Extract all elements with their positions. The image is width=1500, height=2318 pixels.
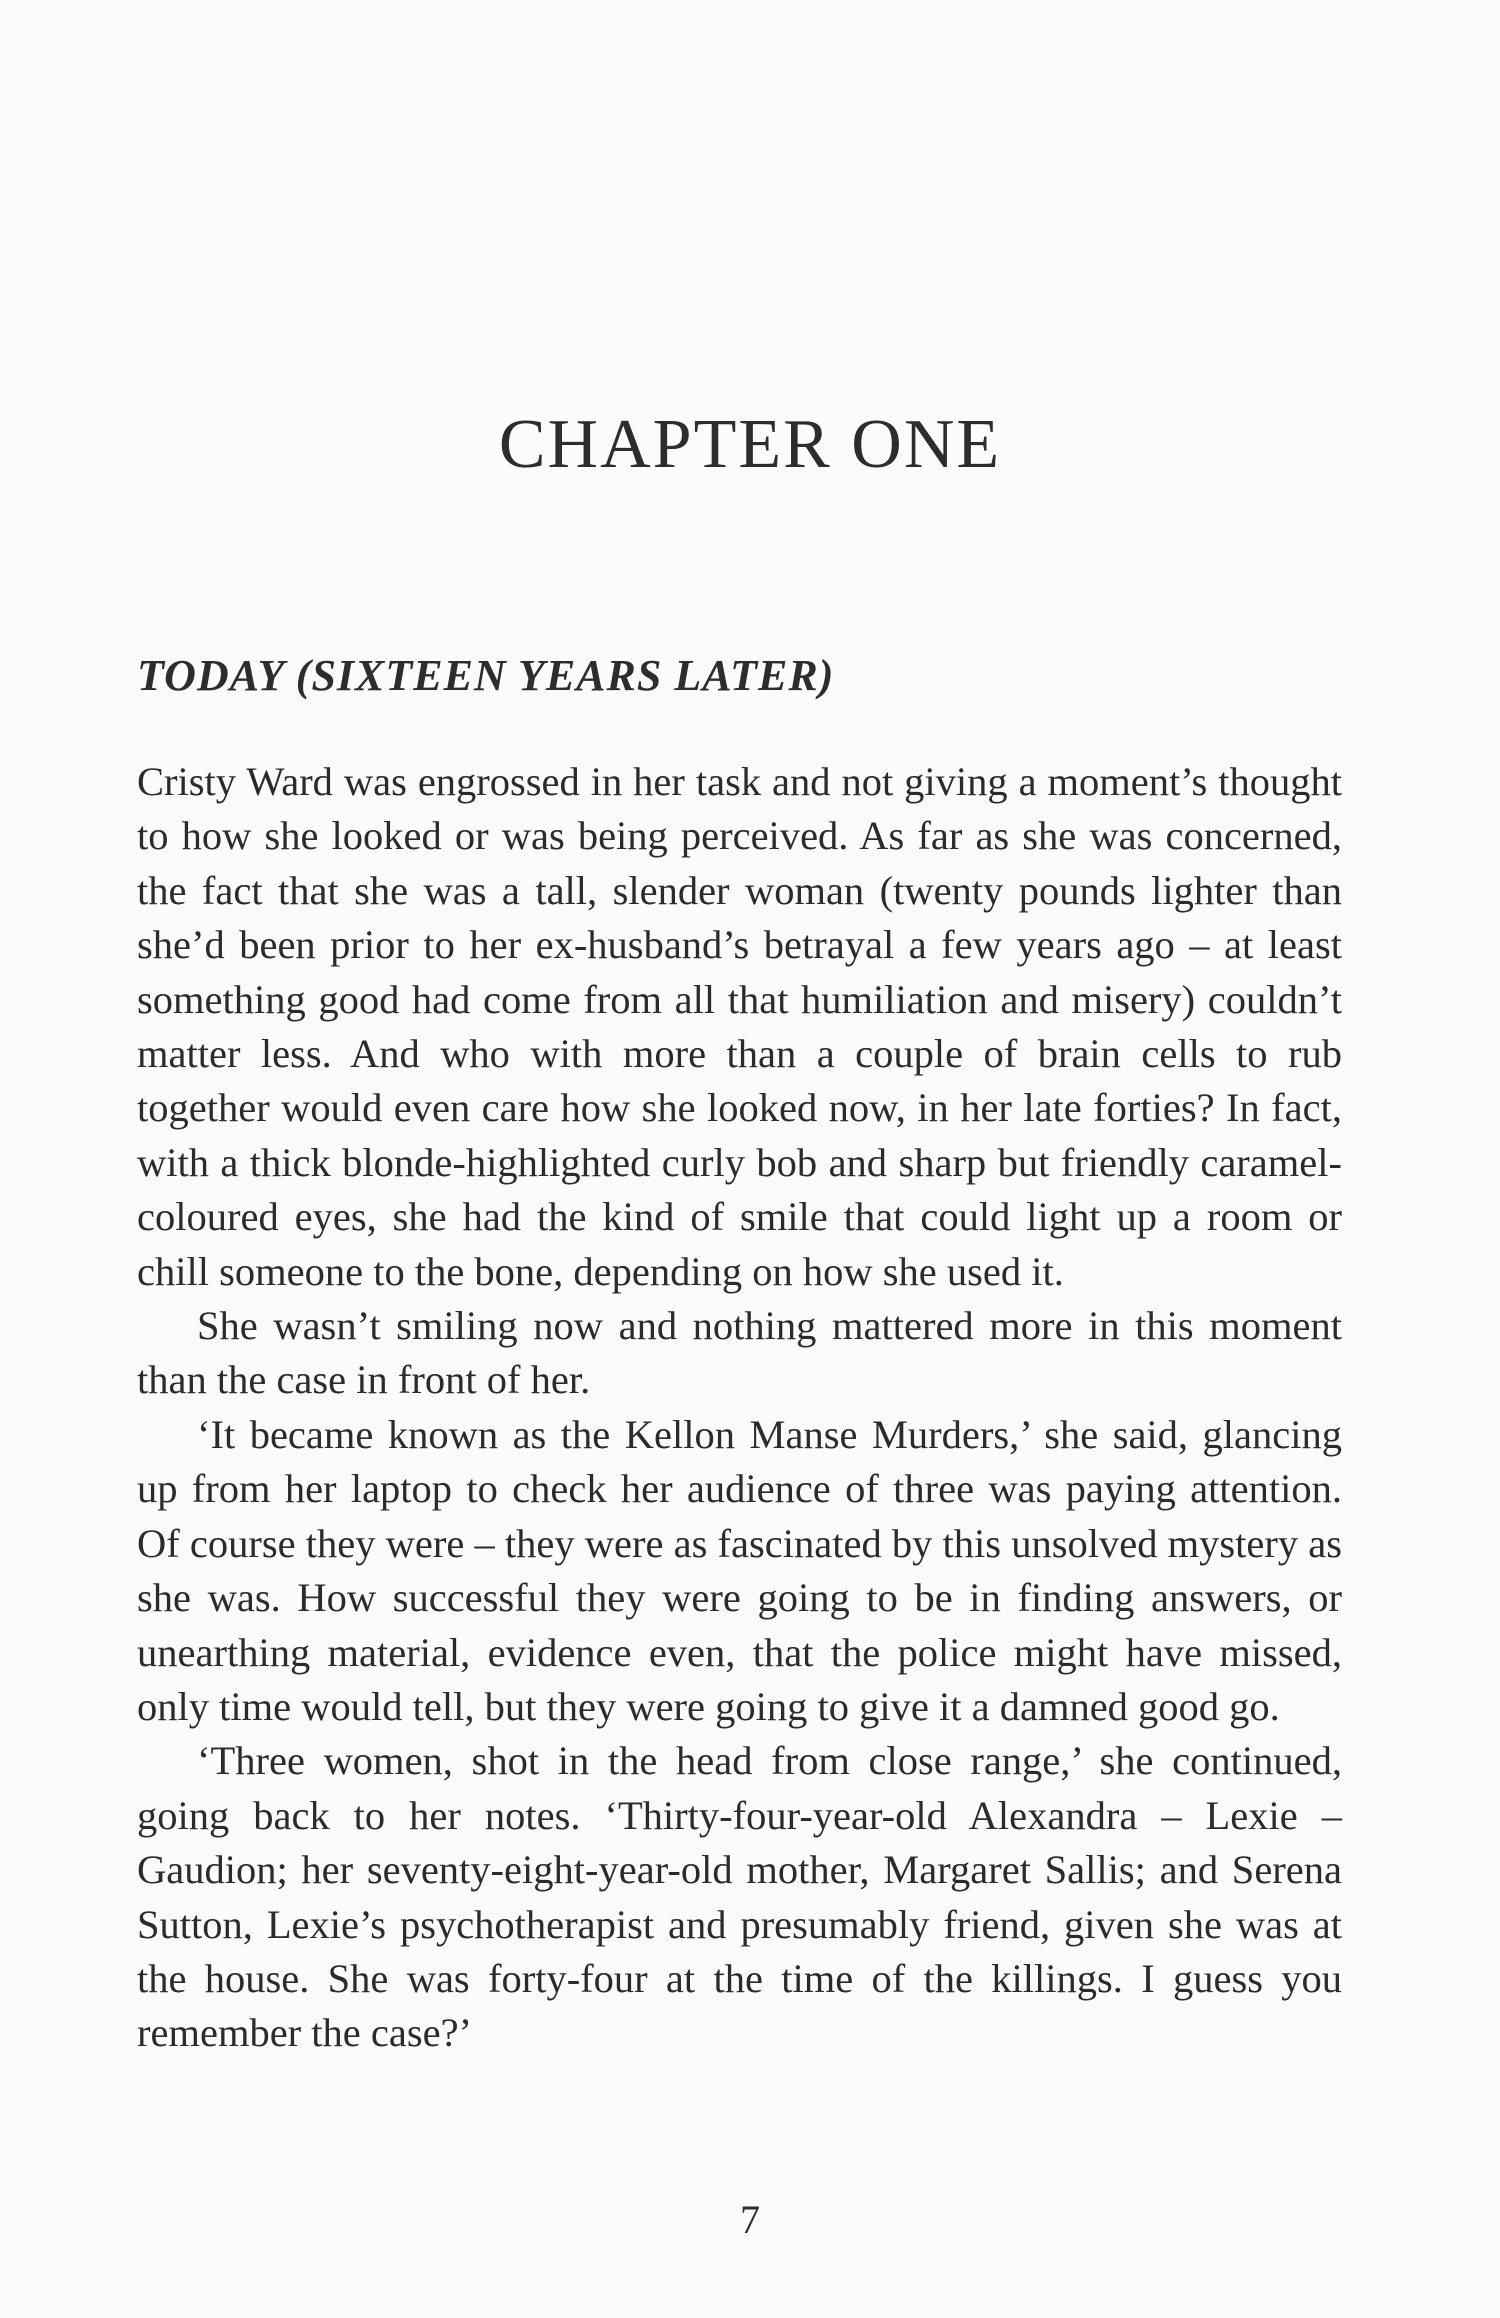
- chapter-title: CHAPTER ONE: [498, 406, 1002, 483]
- page-number: 7: [740, 2197, 760, 2242]
- section-heading: TODAY (SIXTEEN YEARS LATER): [137, 651, 835, 700]
- paragraph: ‘It became known as the Kellon Manse Murders,’ she said, glancing up from her laptop to check her audience of three was paying attention. Of course they were – they were as fascinated by this unsolved mystery as she was. How successful they were going to be in finding answers, or unearthing material, evidence even, that the police might have missed, only time would tell, but they were going to give it a damned good go.: [137, 1411, 1342, 1729]
- paragraph: ‘Three women, shot in the head from close range,’ she continued, going back to her notes. ‘Thirty-four-year-old Alexandra – Lexie – Gaudion; her seventy-eight-year-old mother, Margaret Sallis; and Serena Sutton, Lexie’s psychotherapist and presumably friend, given she was at the house. She was forty-four at the time of the killings. I guess you remember the case?’: [137, 1738, 1342, 2056]
- chapter-body: [137, 755, 1342, 2061]
- paragraph: She wasn’t smiling now and nothing mattered more in this moment than the case in front of her.: [137, 1303, 1342, 1403]
- paragraph: Cristy Ward was engrossed in her task and not giving a moment’s thought to how she looked or was being perceived. As far as she was concerned, the fact that she was a tall, slender woman (twenty pounds lighter than she’d been prior to her ex-husband’s betrayal a few years ago – at least something good had come from all that humiliation and misery) couldn’t matter less. And who with more than a couple of brain cells to rub together would even care how she looked now, in her late forties? In fact, with a thick blonde-highlighted curly bob and sharp but friendly caramel-coloured eyes, she had the kind of smile that could light up a room or chill someone to the bone, depending on how she used it.: [137, 759, 1342, 1294]
